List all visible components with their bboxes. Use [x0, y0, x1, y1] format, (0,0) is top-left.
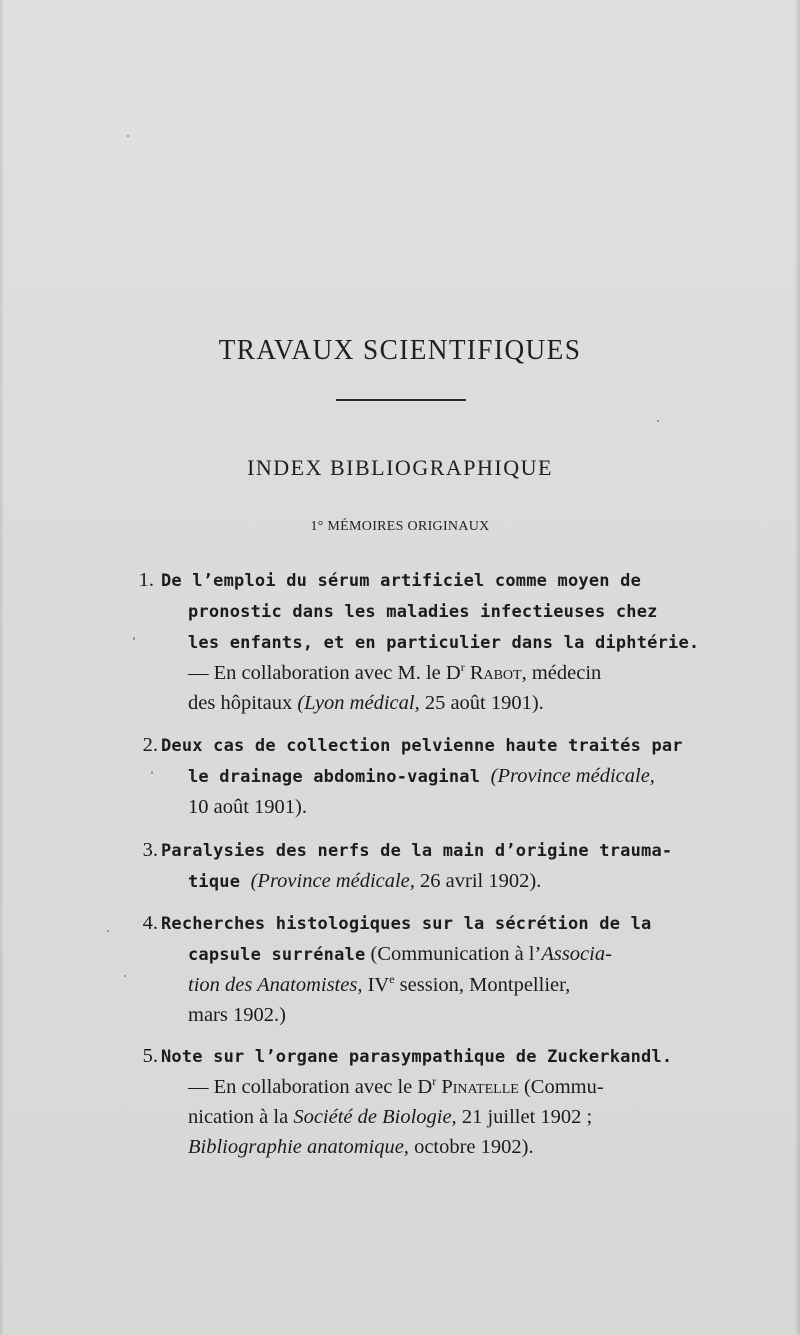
entry-title-text: Note sur l’organe parasympathique de Zuckerkandl.	[161, 1047, 673, 1067]
section-title: INDEX BIBLIOGRAPHIQUE	[247, 455, 553, 480]
journal-name: (Province médicale,	[490, 765, 655, 787]
bibliography-entry-5	[142, 1041, 680, 1162]
citation-date: mars 1902.)	[188, 1004, 286, 1026]
citation-date: 26 avril 1902).	[414, 870, 542, 892]
journal-name: (Lyon médical,	[297, 692, 420, 714]
page-edge-right	[794, 0, 800, 1335]
citation-date: 25 août 1901).	[419, 692, 544, 714]
page-edge-left	[0, 0, 4, 1335]
author-name: Rabot	[469, 662, 522, 684]
entry-title-text: Deux cas de collection pelvienne haute traités par	[161, 736, 683, 756]
entry-citation-line	[188, 1132, 680, 1162]
entry-title-line	[161, 565, 680, 596]
citation-text: , médecin	[521, 662, 602, 684]
bibliography-entry-3	[142, 835, 680, 897]
entry-title-text: Paralysies des nerfs de la main d’origine trauma-	[161, 841, 673, 861]
citation-text: — En collaboration avec le D	[188, 1076, 433, 1098]
entry-citation-line	[188, 1072, 680, 1102]
citation-text: (Communication à l’	[365, 943, 542, 965]
citation-date: 10 août 1901).	[188, 796, 307, 818]
dust-speck	[657, 420, 659, 422]
entry-title-text: les enfants, et en particulier dans la diphtérie.	[188, 633, 700, 653]
entry-citation-line	[188, 792, 680, 822]
entry-citation-line	[188, 1102, 680, 1132]
entry-title-line	[188, 627, 700, 658]
bibliography-entry-2	[142, 730, 683, 822]
citation-date: 21 juillet 1902 ;	[456, 1106, 593, 1128]
entry-citation-line	[188, 658, 680, 688]
citation-text: nication à la	[188, 1106, 294, 1128]
entry-title-line	[188, 596, 680, 627]
citation-date: octobre 1902).	[408, 1136, 534, 1158]
entry-number: 5.	[142, 1045, 158, 1067]
entry-number: 3.	[142, 839, 158, 861]
entry-title-text: capsule surrénale	[188, 945, 366, 965]
dust-speck	[107, 930, 109, 932]
entry-number: 1.	[138, 569, 154, 591]
entry-citation-line	[188, 688, 680, 718]
entry-number: 2.	[142, 734, 158, 756]
entry-number: 4.	[142, 912, 158, 934]
entry-title-line	[188, 866, 680, 897]
title-divider	[336, 399, 466, 401]
entry-title-text: Recherches histologiques sur la sécrétion de la	[161, 914, 652, 934]
entry-title-text: tique	[188, 872, 251, 892]
citation-text: (Commu-	[518, 1076, 604, 1098]
subsection-title: 1° MÉMOIRES ORIGINAUX	[310, 519, 490, 534]
citation-text: session, Montpellier,	[394, 974, 571, 996]
dust-speck	[151, 771, 153, 774]
author-name: Pinatelle	[441, 1076, 519, 1098]
journal-name: Associa-	[541, 943, 612, 965]
dust-speck	[124, 975, 126, 977]
superscript: r	[432, 1074, 437, 1088]
journal-name: Société de Biologie,	[293, 1106, 457, 1128]
entry-title-line	[161, 730, 683, 761]
bibliography-entry-1	[138, 565, 700, 718]
entry-title-line	[161, 908, 680, 939]
dust-speck	[127, 135, 129, 137]
entry-title-line	[188, 761, 680, 792]
entry-title-line	[161, 835, 680, 866]
journal-name: tion des Anatomistes	[188, 974, 358, 996]
entry-title-line	[188, 939, 680, 970]
superscript: r	[460, 660, 465, 674]
journal-name: Bibliographie anatomique,	[188, 1136, 409, 1158]
superscript: e	[389, 972, 395, 986]
citation-text: — En collaboration avec M. le D	[188, 662, 461, 684]
entry-title-text: De l’emploi du sérum artificiel comme moyen de	[161, 571, 642, 591]
citation-text: des hôpitaux	[188, 692, 298, 714]
entry-title-text: pronostic dans les maladies infectieuses chez	[188, 602, 658, 622]
bibliography-entry-4	[142, 908, 680, 1030]
page-title: TRAVAUX SCIENTIFIQUES	[218, 334, 582, 366]
entry-citation-line	[188, 970, 680, 1000]
journal-name: (Province médicale,	[250, 870, 415, 892]
entry-title-text: le drainage abdomino-vaginal	[188, 767, 491, 787]
citation-text: , IV	[357, 974, 390, 996]
entry-citation-line	[188, 1000, 680, 1030]
entry-title-line	[161, 1041, 680, 1072]
dust-speck	[133, 637, 135, 640]
